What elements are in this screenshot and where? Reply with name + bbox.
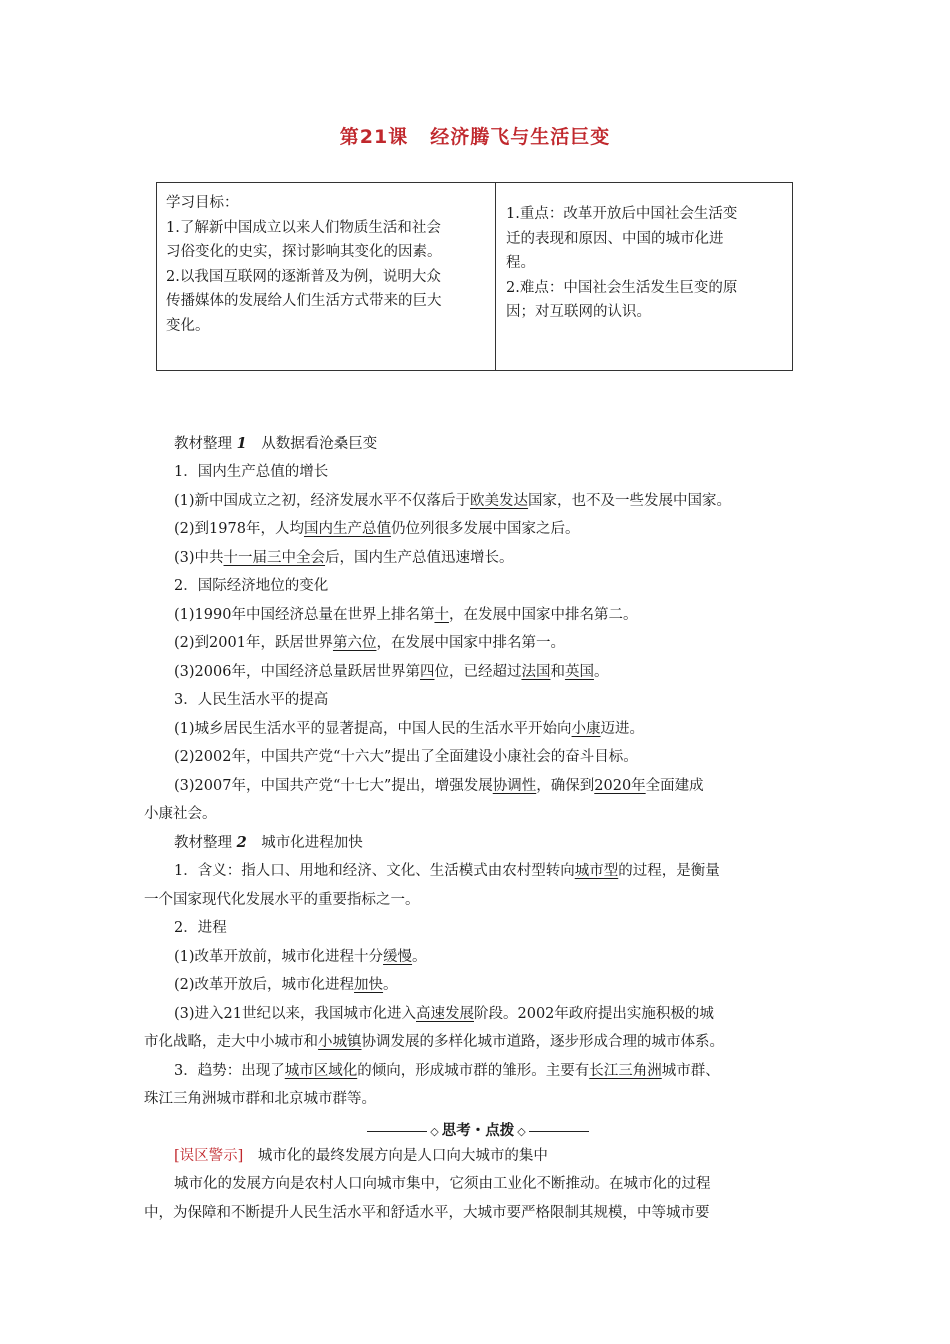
paragraph: (1)新中国成立之初，经济发展水平不仅落后于欧美发达国家，也不及一些发展中国家。 [174,493,732,509]
learning-goals-table [156,182,793,371]
paragraph: 1．含义：指人口、用地和经济、文化、生活模式由农村型转向城市型的过程，是衡量 [174,863,720,879]
diamond-icon: ◇ [430,1124,439,1138]
divider-rule [367,1131,427,1132]
lesson-number: 第21课 [339,126,409,148]
key-point-line: 因；对互联网的认识。 [506,304,651,320]
key-point-line: 1.重点：改革开放后中国社会生活变 [506,206,738,222]
goal-line: 2.以我国互联网的逐渐普及为例，说明大众 [166,268,441,285]
paragraph: 3．趋势：出现了城市区域化的倾向，形成城市群的雏形。主要有长江三角洲城市群、 [174,1063,720,1079]
key-point-line: 2.难点：中国社会生活发生巨变的原 [506,279,738,296]
paragraph: (2)2002年，中国共产党“十六大”提出了全面建设小康社会的奋斗目标。 [174,749,638,765]
section-heading: 教材整理 2 城市化进程加快 [174,834,363,851]
think-divider [144,1119,812,1140]
paragraph: 1．国内生产总值的增长 [174,464,329,480]
paragraph: 珠江三角洲城市群和北京城市群等。 [144,1091,376,1107]
paragraph: (1)城乡居民生活水平的显著提高，中国人民的生活水平开始向小康迈进。 [174,721,645,737]
paragraph: 2．进程 [174,920,227,936]
lesson-topic: 经济腾飞与生活巨变 [430,126,611,148]
goal-line: 传播媒体的发展给人们生活方式带来的巨大 [166,293,442,309]
paragraph: 城市化的发展方向是农村人口向城市集中，它须由工业化不断推动。在城市化的过程 [174,1176,711,1192]
paragraph: 市化战略，走大中小城市和小城镇协调发展的多样化城市道路，逐步形成合理的城市体系。 [144,1034,724,1050]
paragraph: (3)进入21世纪以来，我国城市化进入高速发展阶段。2002年政府提出实施积极的城 [174,1006,714,1022]
paragraph: 小康社会。 [144,806,217,822]
warning-heading: [误区警示] 城市化的最终发展方向是人口向大城市的集中 [174,1148,548,1164]
paragraph: (2)到1978年，人均国内生产总值仍位列很多发展中国家之后。 [174,521,580,537]
section-heading: 教材整理 1 从数据看沧桑巨变 [174,435,378,452]
goal-line: 习俗变化的史实，探讨影响其变化的因素。 [166,244,442,260]
key-point-line: 程。 [506,255,535,271]
learning-goals-cell [157,183,496,370]
goal-line: 学习目标： [166,195,239,211]
goal-line: 1.了解新中国成立以来人们物质生活和社会 [166,219,441,236]
paragraph: (1)1990年中国经济总量在世界上排名第十，在发展中国家中排名第二。 [174,607,638,623]
paragraph: (3)2006年，中国经济总量跃居世界第四位，已经超过法国和英国。 [174,664,609,680]
paragraph: (3)中共十一届三中全会后，国内生产总值迅速增长。 [174,550,514,566]
paragraph: (2)到2001年，跃居世界第六位，在发展中国家中排名第一。 [174,635,565,651]
paragraph: (1)改革开放前，城市化进程十分缓慢。 [174,949,427,965]
warning-tag: [误区警示] [174,1148,244,1164]
goal-line: 变化。 [166,317,210,334]
paragraph: 中，为保障和不断提升人民生活水平和舒适水平，大城市要严格限制其规模，中等城市要 [144,1205,710,1221]
key-point-line: 迁的表现和原因、中国的城市化进 [506,230,724,247]
paragraph: 3．人民生活水平的提高 [174,692,329,708]
paragraph: (2)改革开放后，城市化进程加快。 [174,977,398,993]
divider-rule [529,1131,589,1132]
paragraph: 2．国际经济地位的变化 [174,578,329,594]
divider-label: 思考・点拨 [441,1123,515,1139]
paragraph: (3)2007年，中国共产党“十七大”提出，增强发展协调性，确保到2020年全面建成 [174,778,704,794]
diamond-icon: ◇ [517,1124,526,1138]
paragraph: 一个国家现代化发展水平的重要指标之一。 [144,892,420,908]
page-title [0,122,950,149]
key-points-cell [496,183,792,370]
